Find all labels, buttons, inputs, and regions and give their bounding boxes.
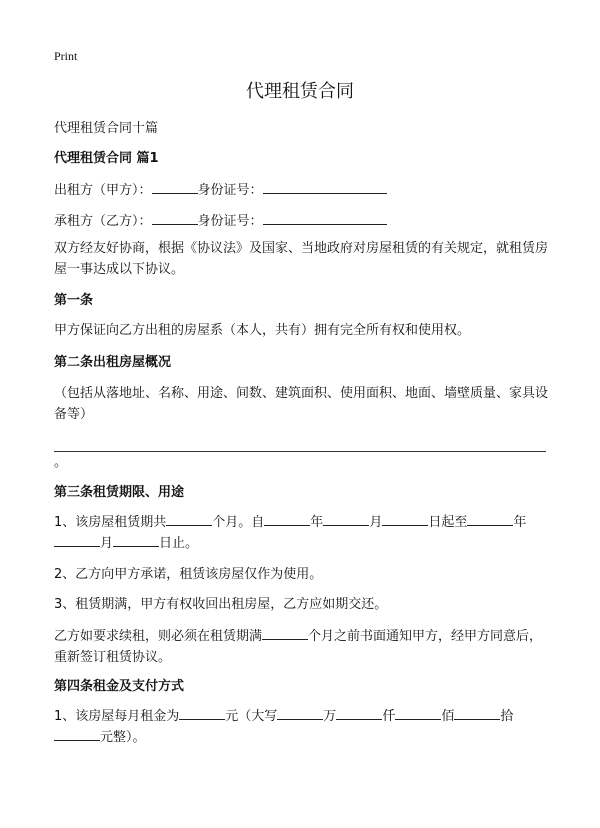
- text: 1、该房屋租赁期共: [54, 515, 167, 530]
- lessee-line: [54, 211, 548, 232]
- article2-heading: 第二条出租房屋概况: [54, 355, 172, 370]
- article2-text: （包括从落地址、名称、用途、间数、建筑面积、使用面积、地面、墙壁质量、家具设备等）: [54, 386, 549, 422]
- blank: [152, 211, 198, 225]
- text: 仟: [382, 709, 396, 724]
- blank: [336, 706, 382, 720]
- print-link[interactable]: Print: [54, 49, 78, 63]
- blank: [277, 706, 323, 720]
- article4-heading: 第四条租金及支付方式: [54, 679, 185, 694]
- text: 佰: [441, 709, 455, 724]
- text: 元（大写: [225, 709, 278, 724]
- id-label: 身份证号：: [197, 183, 263, 198]
- text: 拾: [500, 709, 514, 724]
- text: 日起至: [428, 515, 468, 530]
- blank: [454, 706, 500, 720]
- lessor-label: 出租方（甲方）：: [54, 183, 152, 198]
- text: 乙方如要求续租，则必须在租赁期满: [54, 629, 263, 644]
- blank: [264, 512, 310, 526]
- id-label: 身份证号：: [197, 214, 263, 229]
- blank: [54, 727, 100, 741]
- lessee-label: 承租方（乙方）：: [54, 214, 152, 229]
- blank: [382, 512, 428, 526]
- blank: [54, 533, 100, 547]
- subtitle: 代理租赁合同十篇: [54, 121, 159, 136]
- blank: [113, 533, 159, 547]
- article3-item2: 2、乙方向甲方承诺，租赁该房屋仅作为使用。: [54, 567, 323, 582]
- article1-text: 甲方保证向乙方出租的房屋系（本人，共有）拥有完全所有权和使用权。: [54, 323, 471, 338]
- article3-item1: [54, 512, 548, 554]
- blank: [263, 180, 387, 194]
- blank: [395, 706, 441, 720]
- text: 年: [310, 515, 324, 530]
- text: 个月之前书面通知甲方，经甲方同意后，重新签订租赁协议。: [54, 629, 543, 665]
- page-title: 代理租赁合同: [246, 81, 354, 102]
- text: 万: [323, 709, 337, 724]
- text: 月: [100, 536, 114, 551]
- article2-end: 。: [54, 455, 68, 470]
- blank: [166, 512, 212, 526]
- intro-paragraph: 双方经友好协商，根据《协议法》及国家、当地政府对房屋租赁的有关规定，就租赁房屋一事达成以下协议。: [54, 241, 549, 277]
- lessor-line: [54, 180, 548, 201]
- blank: [323, 512, 369, 526]
- article1-heading: 第一条: [54, 293, 94, 308]
- article4-item1: [54, 706, 548, 748]
- blank: [262, 626, 308, 640]
- article3-heading: 第三条租赁期限、用途: [54, 485, 185, 500]
- text: 月: [369, 515, 383, 530]
- text: 个月。自: [212, 515, 265, 530]
- blank: [263, 211, 387, 225]
- text: 日止。: [159, 536, 199, 551]
- blank: [467, 512, 513, 526]
- text: 元整）。: [100, 730, 146, 745]
- text: 年: [513, 515, 527, 530]
- blank: [179, 706, 225, 720]
- article3-renew: [54, 626, 548, 668]
- article3-item3: 3、租赁期满，甲方有权收回出租房屋，乙方应如期交还。: [54, 597, 388, 612]
- blank: [152, 180, 198, 194]
- text: 1、该房屋每月租金为: [54, 709, 180, 724]
- section-heading: 代理租赁合同 篇1: [54, 151, 159, 166]
